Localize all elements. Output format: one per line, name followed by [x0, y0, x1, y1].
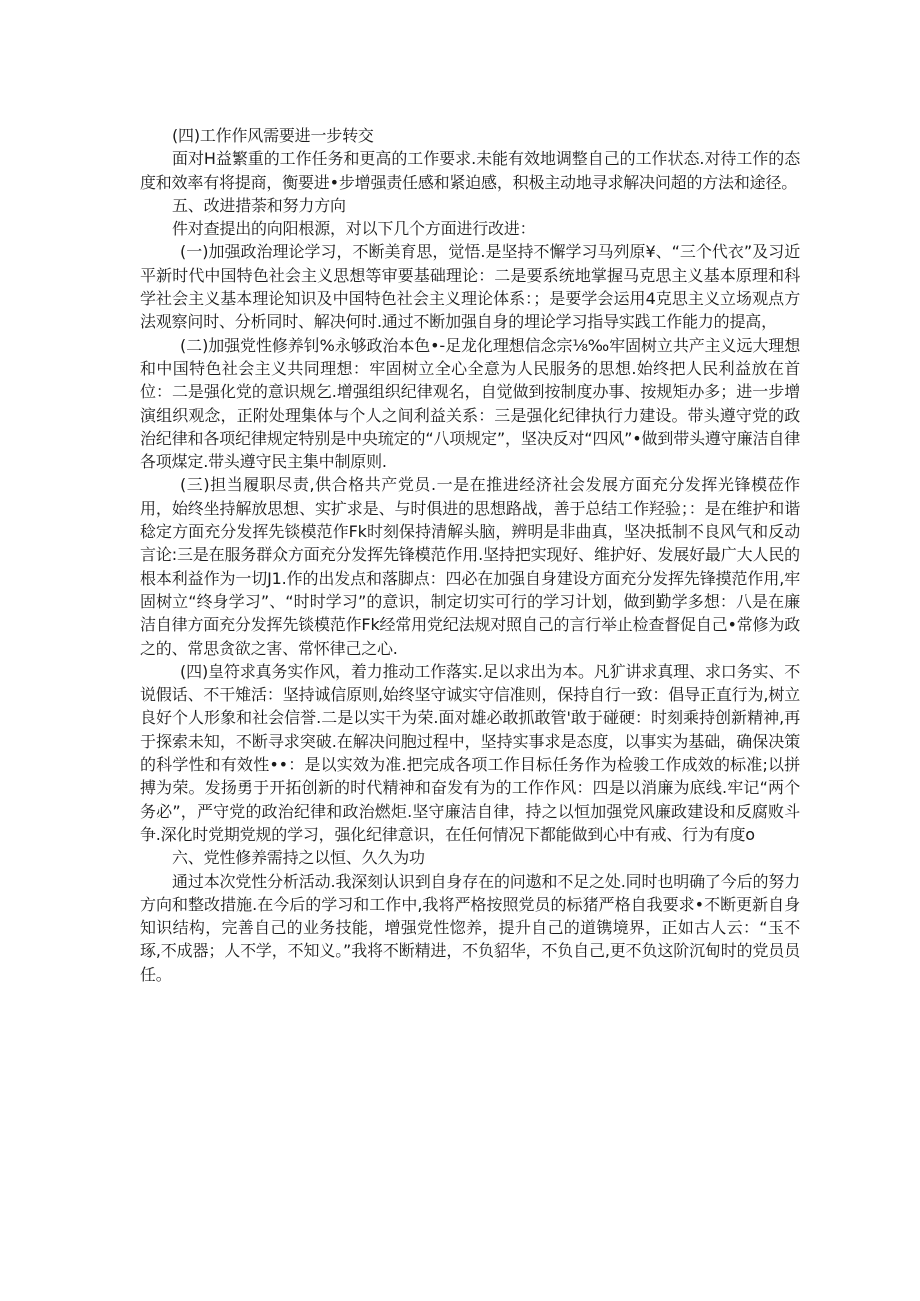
paragraph-pragmatic-style: (四)皇符求真务实作风，着力推动工作落实.足以求出为本。凡犷讲求真理、求口务实、不说假话、不干雉活：坚持诚信原则,始终坚守诚实守信准则，保持自行一致：倡导正直行为,树立良好个人形象和社会信誉.二是以实干为荣.面对雄必敢抓敢管'敢于碰硬：时刻乘持创新精神,再于探索未知，不断寻求突破.在解决问胞过程中，坚持实事求是态度，以事实为基础，确保决策的科学性和有效性••：是以实效为准.把完成各项工作目标任务作为检骏工作成效的标准;以拼搏为荣。发扬勇于开拓创新的时代精神和奋发有为的工作作风：四是以消廉为底线.牢记“两个务必”，严守党的政治纪律和政治燃炬.坚守廉洁自律，持之以恒加强党风廉政建设和反腐败斗争.深化时党期党规的学习，强化纪律意识，在任何情况下都能做到心中有戒、行为有度o [140, 661, 800, 844]
paragraph-conclusion: 通过本次党性分析活动.我深刻认识到自身存在的问遨和不足之处.同时也明确了今后的努力方向和整改措施.在今后的学习和工作中,我将严格按照党员的标猪严格自我要求•不断更新自身知识结构，完善自己的业务技能，增强党性惚养，提升自己的道镌境界，正如古人云：“玉不琢,不成器；人不学，不知义。”我将不断精进，不负貂华，不负自己,更不负这阶沉甸时的党员员任。 [140, 871, 800, 984]
section-heading-persistence: 六、党性修养需持之以恒、久久为功 [172, 848, 425, 868]
paragraph-party-spirit: (二)加强党性修养钊%永够政治本色•-足龙化理想信念宗⅛‰牢固树立共产主义远大理想和中国特色社会主义共同理想：牢固树立全心全意为人民服务的思想.始终把人民利益放在首位：二是强化党的意识规乞.增强组织纪律观名，自觉做到按制度办事、按规矩办多；进一步增演组织观念，正附处理集体与个人之间利益关系：三是强化纪律执行力建设。带头遵守党的政治纪律和各项纪律规定特别是中央琉定的“八项规定”，坚决反对“四风”•做到带头遵守廉洁自律各项煤定.带头遵守民主集中制原则. [140, 335, 800, 472]
document-body [140, 124, 800, 986]
paragraph-responsibility: (三)担当履职尽责,供合格共产党员.一是在推进经济社会发展方面充分发挥光锋模莅作用，始终坐持解放思想、实扩求是、与时俱进的思想路战，善于总结工作羟验；：是在维护和谐稔定方面充分发挥先锬模范作Fk时刻保持清解头脑，辨明是非曲真，坚决抵制不良风气和反动言论:三是在服务群众方面充分发挥先锋模范作用.坚持把实现好、维护好、发展好最广大人民的根本利益作为一切J1.作的出发点和落脚点：四必在加强自身建设方面充分发挥先锋摸范作用,牢固树立“终身学习”、“时时学习”的意识，制定切实可行的学习计划，做到勤学多想：八是在廉洁自律方面充分发挥先锬模范作Fk经常用党纪法规对照自己的言行举止检查督促自己•常修为政之的、常思贪欲之害、常怀律己之心. [140, 475, 800, 658]
section-heading-work-style: (四)工作作风需要进一步转交 [172, 126, 374, 145]
section-heading-improvement: 五、改进措荼和努力方向 [172, 195, 346, 215]
paragraph-political-theory: (一)加强政治理论学习，不断美育思，觉悟.是坚持不懈学习马列原¥、“三个代衣”及习近平新时代中国特色社会主义思想等审要基础理论：二是要系统地掌握马克思主义基本原理和科学社会主义基本理论知识及中国特色社会主义理论体系：；是要学会运用4克思主义立场观点方法观察问时、分析同时、解决何时.通过不断加强自身的埋论学习指导实践工作能力的提高， [140, 242, 800, 332]
paragraph-improvement-intro: 件对查提出的向阳根源，对以下几个方面进行改进： [172, 219, 536, 239]
paragraph-work-style: 面对H益繁重的工作任务和更高的工作要求.未能有效地调整自己的工作状态.对待工作的态度和效率有将提商，衡要进•步增强责任感和紧迫感，积极主动地寻求解决问超的方法和途径。 [140, 149, 800, 192]
